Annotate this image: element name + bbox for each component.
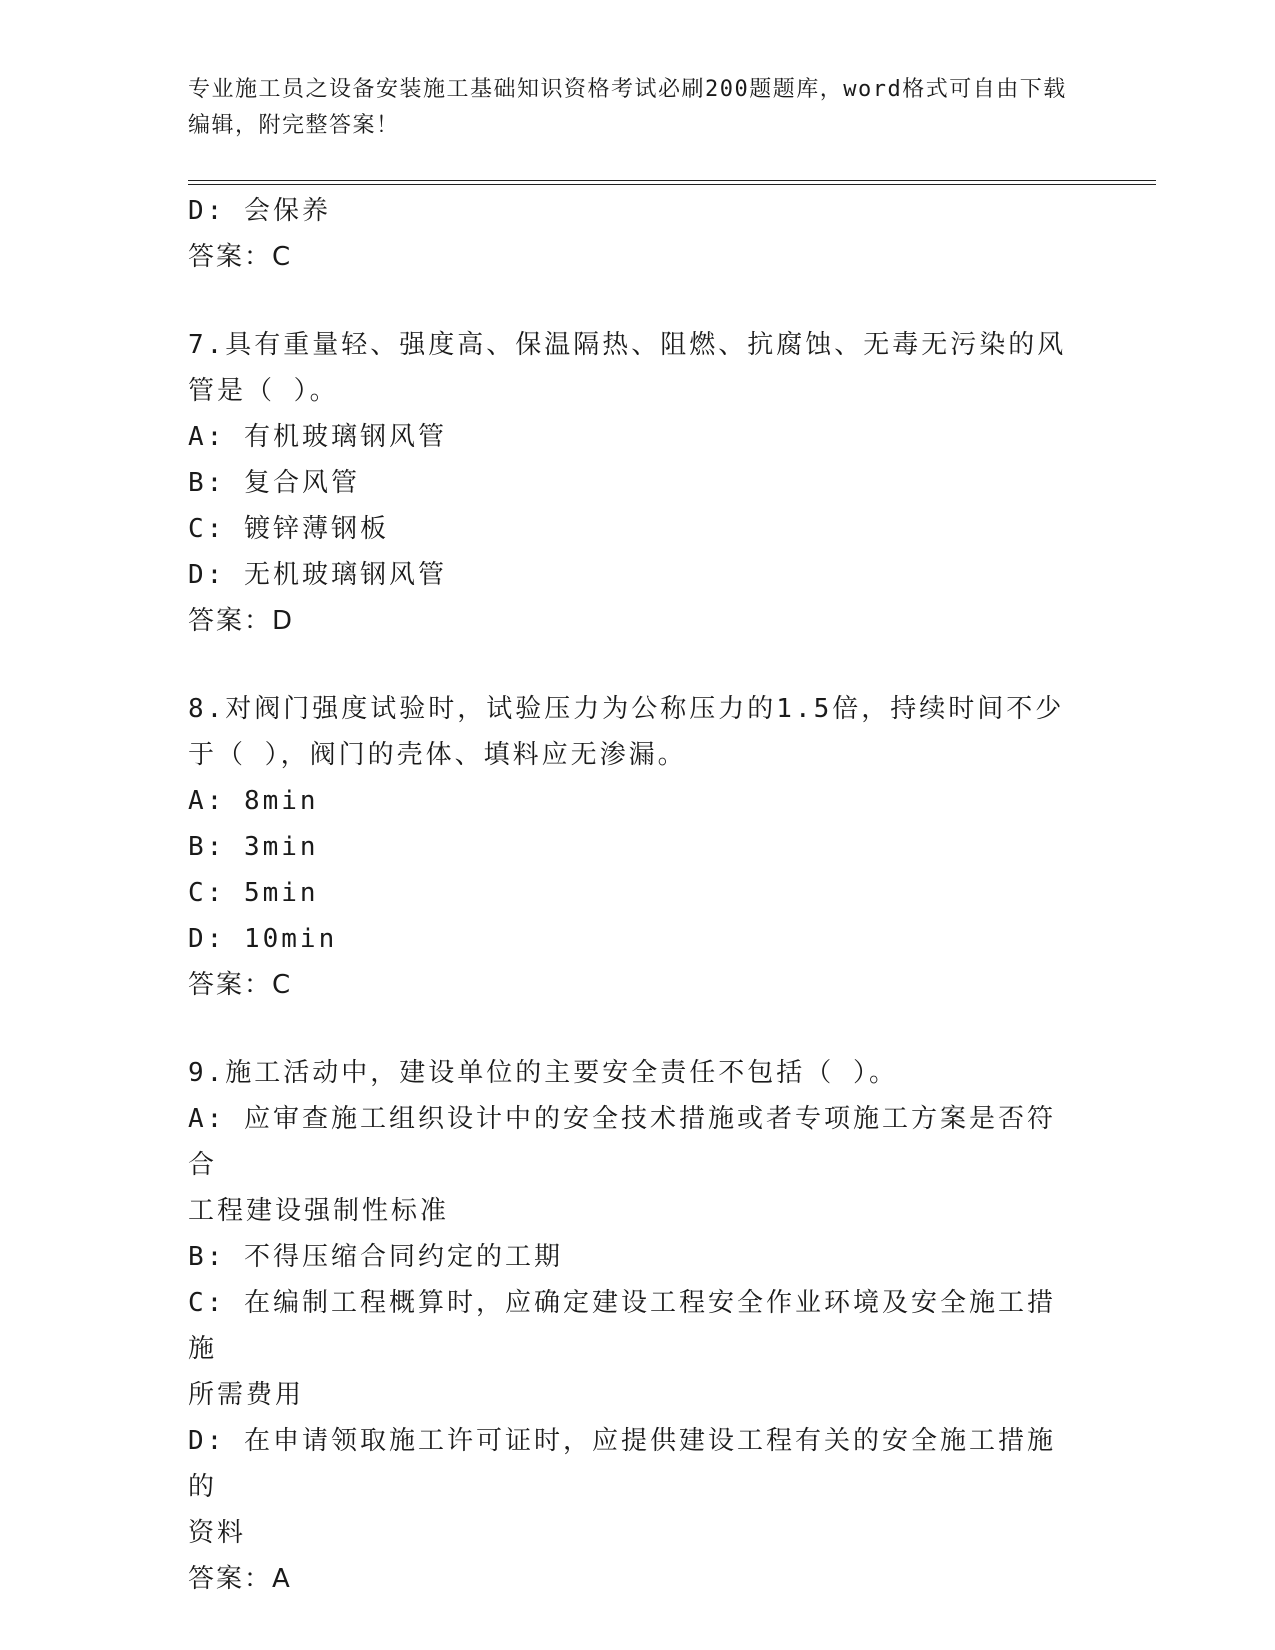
header-rule-bottom <box>188 184 1156 185</box>
question-8-option-a: A: 8min <box>188 786 319 816</box>
spacer <box>188 1008 1068 1050</box>
question-9-stem: 9.施工活动中，建设单位的主要安全责任不包括（ ）。 <box>188 1058 898 1088</box>
question-8-stem-line1: 8.对阀门强度试验时，试验压力为公称压力的1.5倍，持续时间不少 <box>188 694 1065 724</box>
question-8-option-c: C: 5min <box>188 878 319 908</box>
question-7-answer: 答案：D <box>188 606 295 636</box>
question-8-option-d: D: 10min <box>188 924 338 954</box>
question-7-stem-line1: 7.具有重量轻、强度高、保温隔热、阻燃、抗腐蚀、无毒无污染的风 <box>188 330 1067 360</box>
question-9-option-c-line2: 所需费用 <box>188 1380 305 1410</box>
question-7-option-c: C: 镀锌薄钢板 <box>188 514 389 544</box>
question-9-answer: 答案：A <box>188 1564 292 1594</box>
question-8 <box>188 686 1068 1008</box>
prev-answer: 答案：C <box>188 242 293 272</box>
question-9-option-a-line2: 工程建设强制性标准 <box>188 1196 450 1226</box>
header-rule-top <box>188 180 1156 181</box>
question-8-stem-line2: 于（ ），阀门的壳体、填料应无渗漏。 <box>188 740 687 770</box>
question-7-option-d: D: 无机玻璃钢风管 <box>188 560 447 590</box>
prev-option-d: D: 会保养 <box>188 196 331 226</box>
question-9-option-b: B: 不得压缩合同约定的工期 <box>188 1242 563 1272</box>
question-9-option-d-line2: 资料 <box>188 1518 247 1548</box>
spacer <box>188 280 1068 322</box>
question-7-stem-line2: 管是（ ）。 <box>188 376 339 406</box>
question-9 <box>188 1050 1068 1602</box>
question-9-option-a-line1: A: 应审查施工组织设计中的安全技术措施或者专项施工方案是否符合 <box>188 1104 1056 1180</box>
question-9-option-c-line1: C: 在编制工程概算时，应确定建设工程安全作业环境及安全施工措施 <box>188 1288 1056 1364</box>
spacer <box>188 644 1068 686</box>
question-9-option-d-line1: D: 在申请领取施工许可证时，应提供建设工程有关的安全施工措施的 <box>188 1426 1056 1502</box>
question-content <box>188 188 1068 1602</box>
question-8-answer: 答案：C <box>188 970 293 1000</box>
document-header: 专业施工员之设备安装施工基础知识资格考试必刷200题题库，word格式可自由下载编辑，附完整答案！ <box>188 77 1067 138</box>
question-8-option-b: B: 3min <box>188 832 319 862</box>
question-7 <box>188 322 1068 644</box>
question-7-option-a: A: 有机玻璃钢风管 <box>188 422 447 452</box>
question-7-option-b: B: 复合风管 <box>188 468 360 498</box>
